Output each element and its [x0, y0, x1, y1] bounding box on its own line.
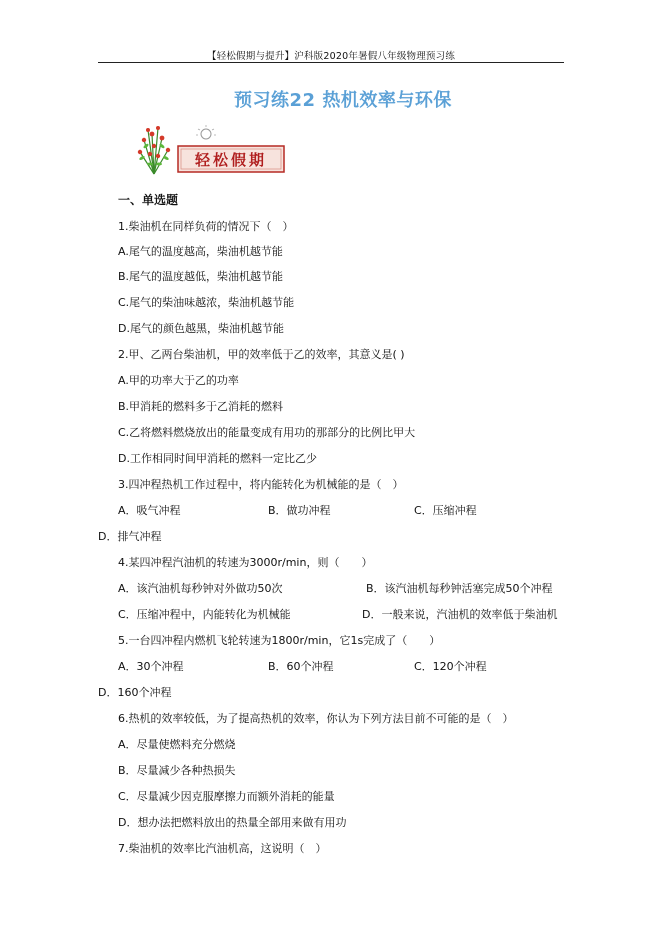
question-4-option-d: D．一般来说，汽油机的效率低于柴油机 — [362, 608, 558, 621]
question-5-option-d: D．160个冲程 — [98, 686, 172, 699]
question-1-option-c: C.尾气的柴油味越浓，柴油机越节能 — [118, 296, 295, 309]
page-header: 【轻松假期与提升】沪科版2020年暑假八年级物理预习练 — [206, 51, 456, 62]
question-1-option-b: B.尾气的温度越低，柴油机越节能 — [118, 270, 284, 283]
question-3-stem: 3.四冲程热机工作过程中，将内能转化为机械能的是（ ） — [118, 478, 404, 491]
question-1-option-a: A.尾气的温度越高，柴油机越节能 — [118, 245, 283, 258]
question-2-option-a: A.甲的功率大于乙的功率 — [118, 374, 239, 387]
question-5-option-b: B．60个冲程 — [268, 660, 334, 673]
question-2-option-d: D.工作相同时间甲消耗的燃料一定比乙少 — [118, 452, 317, 465]
question-6-option-b: B．尽量减少各种热损失 — [118, 764, 236, 777]
question-5-option-a: A．30个冲程 — [118, 660, 184, 673]
question-5-stem: 5.一台四冲程内燃机飞轮转速为1800r/min，它1s完成了（ ） — [118, 634, 441, 647]
section-heading: 一、单选题 — [118, 193, 179, 207]
sun-icon — [201, 129, 211, 139]
question-2-option-c: C.乙将燃料燃烧放出的能量变成有用功的那部分的比例比甲大 — [118, 426, 416, 439]
question-1-stem: 1.柴油机在同样负荷的情况下（ ） — [118, 220, 294, 233]
question-3-option-b: B．做功冲程 — [268, 504, 331, 517]
question-3-option-c: C．压缩冲程 — [414, 504, 477, 517]
question-1-option-d: D.尾气的颜色越黑，柴油机越节能 — [118, 322, 284, 335]
question-5-option-c: C．120个冲程 — [414, 660, 487, 673]
question-6-option-a: A．尽量使燃料充分燃烧 — [118, 738, 236, 751]
header-divider — [98, 62, 564, 63]
question-3-option-d: D．排气冲程 — [98, 530, 162, 543]
question-4-option-a: A．该汽油机每秒钟对外做功50次 — [118, 582, 283, 595]
question-6-option-d: D．想办法把燃料放出的热量全部用来做有用功 — [118, 816, 347, 829]
question-6-option-c: C．尽量减少因克服摩擦力而额外消耗的能量 — [118, 790, 335, 803]
question-3-option-a: A．吸气冲程 — [118, 504, 181, 517]
question-4-stem: 4.某四冲程汽油机的转速为3000r/min，则（ ） — [118, 556, 373, 569]
flower-bouquet-icon — [138, 126, 170, 174]
question-4-option-b: B．该汽油机每秒钟活塞完成50个冲程 — [366, 582, 553, 595]
banner-text: 轻松假期 — [194, 151, 268, 169]
question-7-stem: 7.柴油机的效率比汽油机高，这说明（ ） — [118, 842, 327, 855]
question-4-option-c: C．压缩冲程中，内能转化为机械能 — [118, 608, 291, 621]
holiday-banner-image — [132, 124, 292, 176]
question-6-stem: 6.热机的效率较低，为了提高热机的效率，你认为下列方法目前不可能的是（ ） — [118, 712, 514, 725]
question-2-option-b: B.甲消耗的燃料多于乙消耗的燃料 — [118, 400, 284, 413]
question-2-stem: 2.甲、乙两台柴油机，甲的效率低于乙的效率，其意义是( ) — [118, 348, 405, 361]
page-title: 预习练22 热机效率与环保 — [234, 90, 452, 111]
